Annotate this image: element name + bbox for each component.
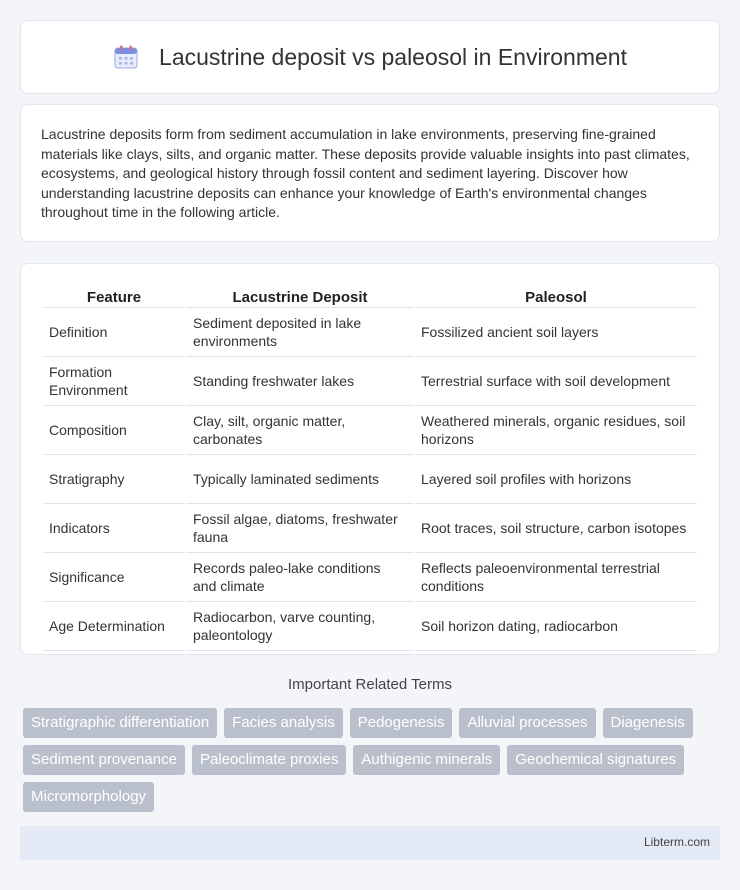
table-cell-lacustrine: Clay, silt, organic matter, carbonates: [187, 406, 413, 455]
related-term-tag[interactable]: Micromorphology: [23, 782, 154, 812]
intro-card: [20, 104, 720, 242]
related-term-tag[interactable]: Pedogenesis: [350, 708, 453, 738]
related-term-tag[interactable]: Geochemical signatures: [507, 745, 684, 775]
footer: [20, 826, 720, 860]
table-cell-paleosol: Layered soil profiles with horizons: [415, 455, 697, 504]
table-cell-lacustrine: Typically laminated sediments: [187, 455, 413, 504]
related-term-tag[interactable]: Facies analysis: [224, 708, 343, 738]
column-header-paleosol: Paleosol: [415, 284, 697, 308]
table-row: [43, 455, 697, 504]
column-header-lacustrine: Lacustrine Deposit: [187, 284, 413, 308]
table-row: [43, 602, 697, 651]
table-cell-feature: Definition: [43, 308, 185, 357]
table-cell-paleosol: Terrestrial surface with soil development: [415, 357, 697, 406]
table-cell-paleosol: Fossilized ancient soil layers: [415, 308, 697, 357]
related-term-tag[interactable]: Stratigraphic differentiation: [23, 708, 217, 738]
table-cell-feature: Stratigraphy: [43, 455, 185, 504]
page-title: Lacustrine deposit vs paleosol in Environment: [159, 43, 627, 70]
related-terms-title: Important Related Terms: [288, 676, 452, 693]
related-terms-tags: [23, 708, 723, 812]
table-cell-feature: Formation Environment: [43, 357, 185, 406]
table-cell-lacustrine: Fossil algae, diatoms, freshwater fauna: [187, 504, 413, 553]
comparison-table-card: [20, 263, 720, 655]
table-cell-lacustrine: Radiocarbon, varve counting, paleontology: [187, 602, 413, 651]
comparison-table: [41, 284, 699, 651]
related-term-tag[interactable]: Authigenic minerals: [353, 745, 500, 775]
table-cell-feature: Indicators: [43, 504, 185, 553]
table-cell-feature: Significance: [43, 553, 185, 602]
table-cell-lacustrine: Sediment deposited in lake environments: [187, 308, 413, 357]
related-term-tag[interactable]: Paleoclimate proxies: [192, 745, 346, 775]
table-cell-lacustrine: Standing freshwater lakes: [187, 357, 413, 406]
table-header-row: [43, 284, 697, 308]
related-term-tag[interactable]: Sediment provenance: [23, 745, 185, 775]
table-row: [43, 357, 697, 406]
related-term-tag[interactable]: Diagenesis: [603, 708, 693, 738]
table-cell-paleosol: Soil horizon dating, radiocarbon: [415, 602, 697, 651]
table-cell-feature: Age Determination: [43, 602, 185, 651]
header-card: [20, 20, 720, 94]
table-cell-lacustrine: Records paleo-lake conditions and climate: [187, 553, 413, 602]
calendar-icon: [113, 44, 139, 70]
table-row: [43, 504, 697, 553]
table-cell-paleosol: Root traces, soil structure, carbon isotopes: [415, 504, 697, 553]
related-term-tag[interactable]: Alluvial processes: [459, 708, 595, 738]
intro-text: Lacustrine deposits form from sediment accumulation in lake environments, preserving fine-grained materials like clays, silts, and organic matter. These deposits provide valuable insights into past climates, ecosystems, and geological history through fossil content and sediment layering. Discover how understanding lacustrine deposits can enhance your knowledge of Earth's environmental changes throughout time in the following article.: [41, 126, 690, 220]
table-cell-paleosol: Weathered minerals, organic residues, soil horizons: [415, 406, 697, 455]
footer-site-link[interactable]: Libterm.com: [643, 835, 710, 849]
table-cell-feature: Composition: [43, 406, 185, 455]
table-row: [43, 308, 697, 357]
table-cell-paleosol: Reflects paleoenvironmental terrestrial conditions: [415, 553, 697, 602]
table-row: [43, 406, 697, 455]
table-row: [43, 553, 697, 602]
column-header-feature: Feature: [43, 284, 185, 308]
